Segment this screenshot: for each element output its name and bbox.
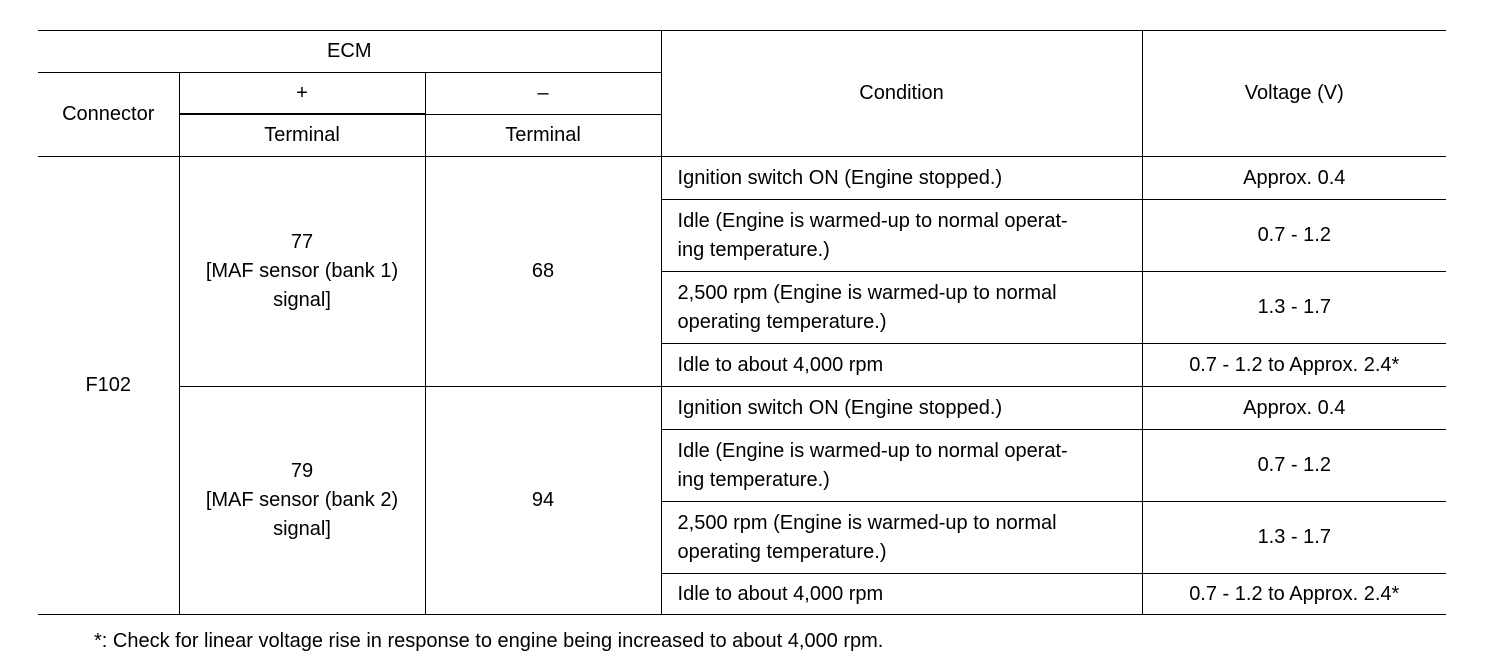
voltage-cell: 0.7 - 1.2 to Approx. 2.4* [1142,344,1446,387]
condition-text: ing temperature.) [677,238,830,261]
connector-cell: F102 [38,157,179,615]
header-terminal-plus: Terminal [179,114,425,157]
header-plus: + [179,73,425,115]
ecm-terminal-voltage-table [38,30,1446,615]
plus-terminal-cell [179,387,425,615]
voltage-cell: Approx. 0.4 [1142,157,1446,200]
plus-terminal-cell [179,157,425,387]
table-row [38,387,1446,430]
condition-cell [661,430,1142,502]
voltage-cell: 1.3 - 1.7 [1142,272,1446,344]
header-voltage: Voltage (V) [1142,31,1446,157]
plus-terminal-desc: [MAF sensor (bank 1) [205,260,399,282]
voltage-cell: 0.7 - 1.2 [1142,430,1446,502]
footnote: *: Check for linear voltage rise in response to engine being increased to about 4,000 rpm. [94,630,884,652]
header-terminal-minus: Terminal [425,114,661,157]
plus-terminal-desc: signal] [273,289,331,311]
header-minus: – [425,73,661,115]
condition-text: Idle to about 4,000 rpm [677,582,884,605]
header-connector: Connector [38,73,179,157]
condition-text: operating temperature.) [677,540,887,563]
condition-text: Idle (Engine is warmed-up to normal operat- [677,209,1068,232]
condition-cell [661,157,1142,200]
table-row [38,157,1446,200]
condition-text: 2,500 rpm (Engine is warmed-up to normal [677,281,1057,304]
plus-terminal-desc: [MAF sensor (bank 2) [205,489,399,511]
voltage-cell: 1.3 - 1.7 [1142,502,1446,574]
condition-text: Idle to about 4,000 rpm [677,353,884,376]
condition-cell [661,502,1142,574]
plus-terminal-number: 79 [290,460,314,482]
condition-text: Ignition switch ON (Engine stopped.) [677,396,1003,419]
condition-cell [661,272,1142,344]
minus-terminal-cell: 68 [425,157,661,387]
plus-terminal-number: 77 [290,231,314,253]
condition-cell [661,387,1142,430]
condition-text: operating temperature.) [677,310,887,333]
condition-text: ing temperature.) [677,468,830,491]
condition-cell [661,344,1142,387]
condition-cell [661,574,1142,615]
voltage-cell: Approx. 0.4 [1142,387,1446,430]
voltage-cell: 0.7 - 1.2 [1142,200,1446,272]
minus-terminal-cell: 94 [425,387,661,615]
header-row-ecm [38,31,1446,73]
header-ecm: ECM [38,31,661,73]
condition-text: Idle (Engine is warmed-up to normal operat- [677,439,1068,462]
header-condition: Condition [661,31,1142,157]
voltage-cell: 0.7 - 1.2 to Approx. 2.4* [1142,574,1446,615]
condition-cell [661,200,1142,272]
plus-terminal-desc: signal] [273,518,331,540]
condition-text: Ignition switch ON (Engine stopped.) [677,166,1003,189]
condition-text: 2,500 rpm (Engine is warmed-up to normal [677,511,1057,534]
